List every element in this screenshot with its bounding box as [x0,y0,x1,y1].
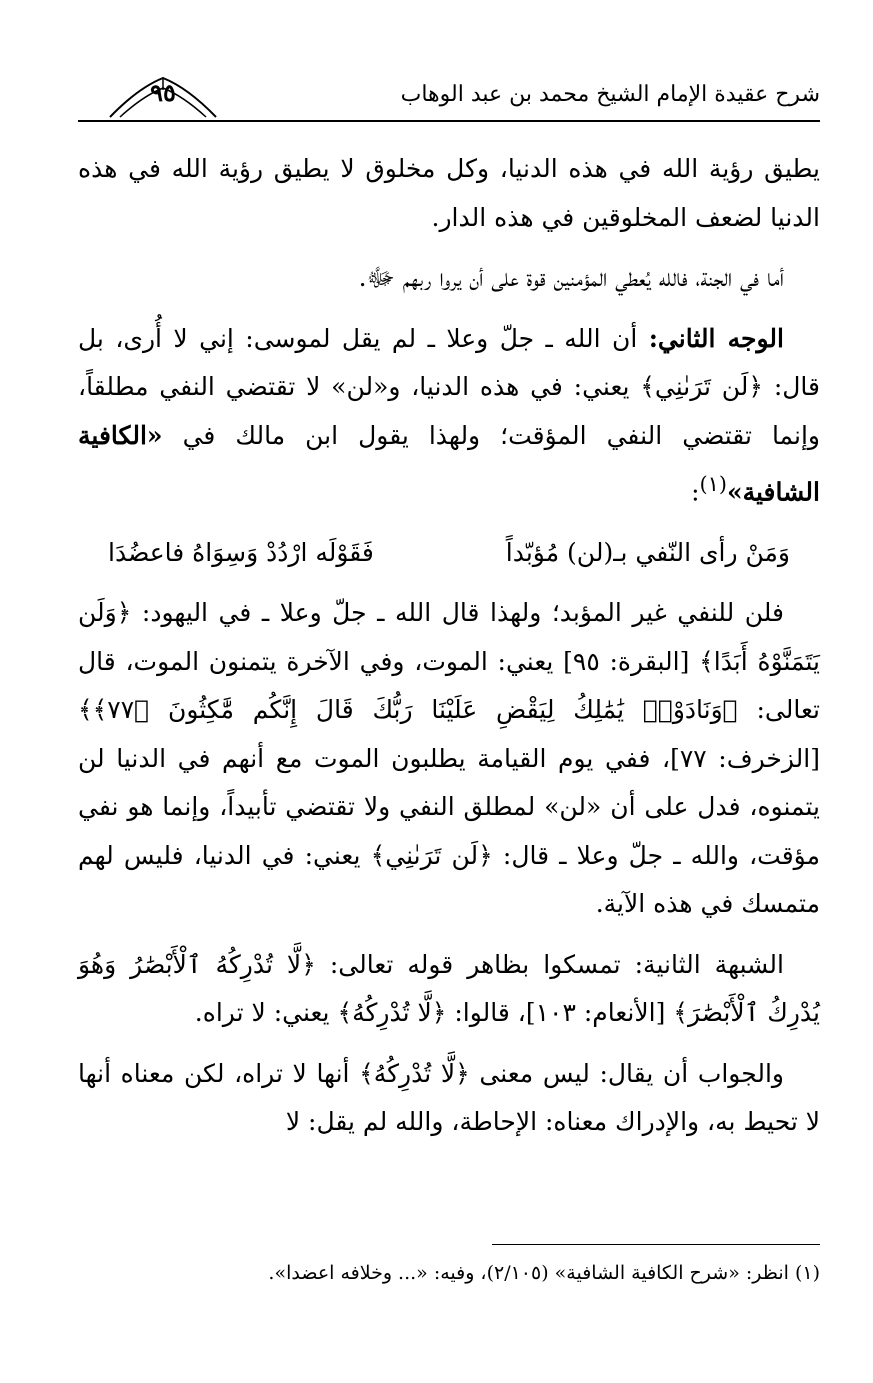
running-title: شرح عقيدة الإمام الشيخ محمد بن عبد الوهاب [400,82,820,107]
paragraph-6: والجواب أن يقال: ليس معنى ﴿لَّا تُدْرِكُهُ﴾ أنها لا تراه، لكن معناه أنها لا تحيط به، والإدراك معناه: الإحاطة، والله لم يقل: لا [78,1058,820,1137]
paragraph-5: الشبهة الثانية: تمسكوا بظاهر قوله تعالى: ﴿لَّا تُدْرِكُهُ ٱلْأَبْصَٰرُ وَهُوَ يُدْرِكُ ٱلْأَبْصَٰرَ﴾ [الأنعام: ١٠٣]، قالوا: ﴿لَّا تُدْرِكُهُ﴾ يعني: لا تراه. [78,949,820,1028]
verse-first-hemistich: وَمَنْ رأى النّفي بـ(لن) مُؤبّداً [505,537,790,567]
paragraph-2: أما في الجنة، فالله يُعطي المؤمنين قوة على أن يروا ربهم ﷻ. [358,263,784,292]
paragraph-3-text: أن الله ـ جلّ وعلا ـ لم يقل لموسى: إني لا أُرى، بل قال: ﴿لَن تَرَىٰنِي﴾ يعني: في هذه الدنيا، و«لن» لا تقتضي النفي مطلقاً، وإنما تقتضي النفي المؤقت؛ ولهذا يقول ابن مالك في [78,323,820,450]
book-title: «الكافية الشافية» [78,420,820,507]
header-divider [78,120,820,122]
colon: : [691,477,700,507]
page-number: ٩٥ [150,78,176,107]
poetry-verse [108,529,790,578]
footnote-divider [492,1244,820,1245]
page-number-badge [108,68,218,118]
paragraph-3 [78,315,820,517]
footnote-ref: (١) [699,472,727,496]
verse-second-hemistich: فَقَوْلَه ارْدُدْ وَسِوَاهُ فاعضُدَا [108,537,374,567]
paragraph-4: فلن للنفي غير المؤبد؛ ولهذا قال الله ـ جلّ وعلا ـ في اليهود: ﴿وَلَن يَتَمَنَّوْهُ أَبَدًا﴾ [البقرة: ٩٥] يعني: الموت، وفي الآخرة يتمنون الموت، قال تعالى: ﴿وَنَادَوْا۟ يَٰمَٰلِكُ لِيَقْضِ عَلَيْنَا رَبُّكَ قَالَ إِنَّكُم مَّٰكِثُونَ ﴿٧٧﴾﴾ [الزخرف: ٧٧]، ففي يوم القيامة يطلبون الموت مع أنهم في الدنيا لن يتمنوه، فدل على أن «لن» لمطلق النفي ولا تقتضي تأبيداً، وإنما هو نفي مؤقت، والله ـ جلّ وعلا ـ قال: ﴿لَن تَرَىٰنِي﴾ يعني: في الدنيا، فليس لهم متمسك في هذه الآية. [78,598,820,919]
main-text [78,145,820,1159]
section-heading: الوجه الثاني: [648,323,784,353]
paragraph-1: يطيق رؤية الله في هذه الدنيا، وكل مخلوق لا يطيق رؤية الله في هذه الدنيا لضعف المخلوقين في هذه الدار. [78,154,820,232]
footnote: (١) انظر: «شرح الكافية الشافية» (٢/١٠٥)، وفيه: «... وخلافه اعضدا». [268,1262,820,1284]
page-header [78,62,820,122]
